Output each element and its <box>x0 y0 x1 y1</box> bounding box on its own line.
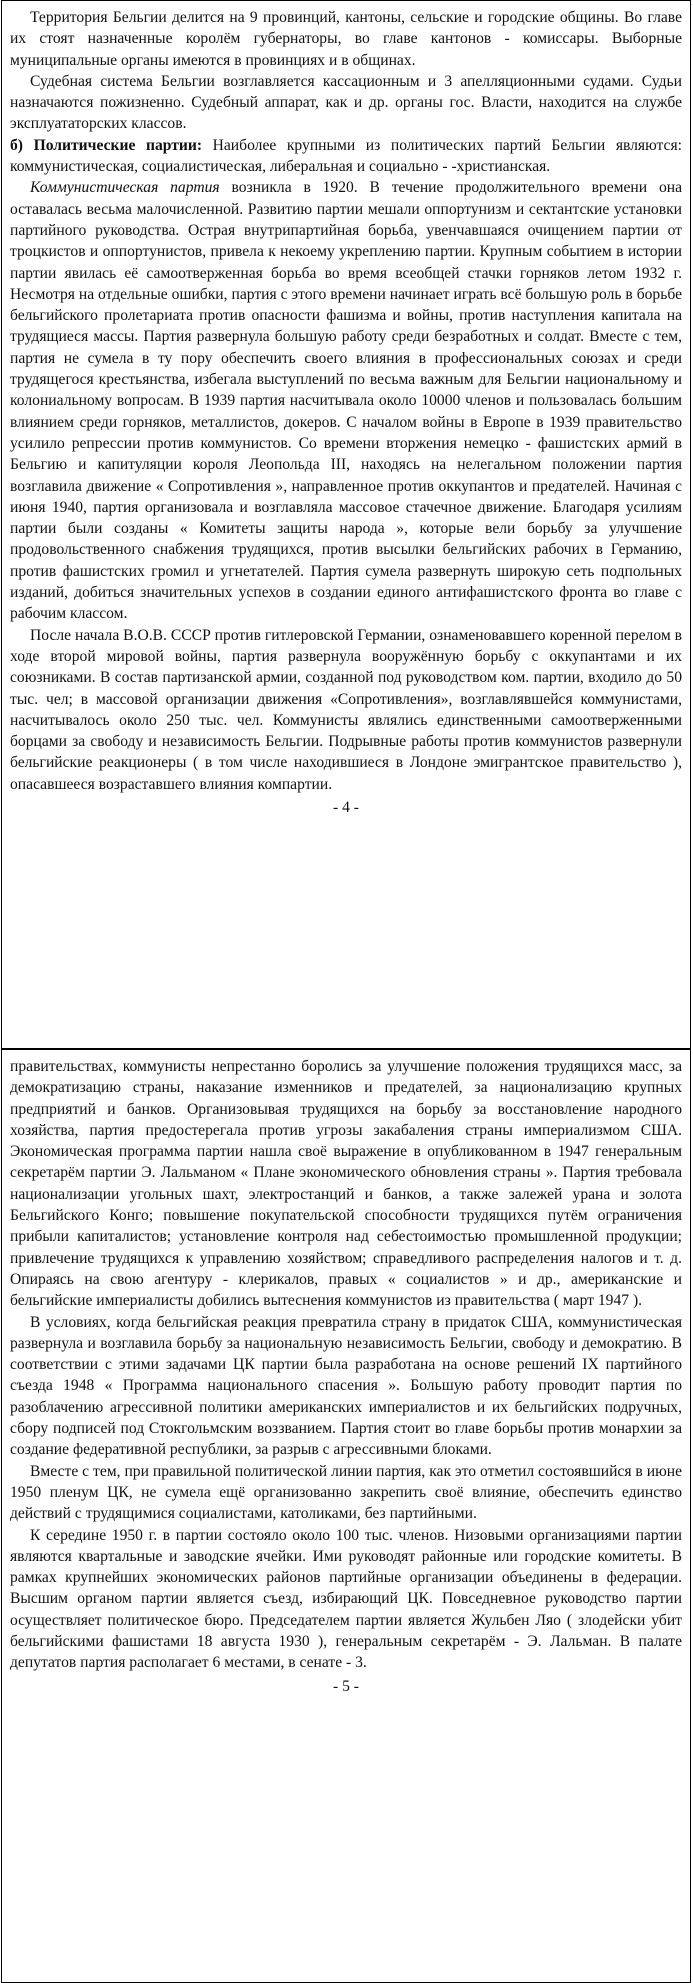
political-parties-text: Наиболее крупными из политических партий Бельгии являются: коммунистическая, социалистическая, либеральная и социально - -христианская. <box>10 136 682 176</box>
document-page-5 <box>1 1049 691 1983</box>
page-number: - 5 - <box>333 1677 359 1695</box>
political-parties-heading: б) Политические партии: <box>10 136 203 154</box>
paragraph-independence-struggle: В условиях, когда бельгийская реакция превратила страну в придаток США, коммунистическая развернула и возглавила борьбу за национальную независимость Бельгии, свободу и демократию. В соответствии с этими задачами ЦК партии была разработана на основе решений IX партийного съезда 1948 « Программа национального спасения ». Большую работу проводит партия по разоблачению агрессивной политики американских империалистов и их бельгийских подручных, сбору подписей под Стокгольмским воззванием. Партия стоит во главе борьбы против монархии за создание федеративной республики, за разрыв с агрессивными блоками. <box>10 1313 682 1459</box>
communist-party-text: возникла в 1920. В течение продолжительного времени она оставалась весьма малочисленной. Развитию партии мешали оппортунизм и сектантские установки партийного руководства. Острая внутрипартийная борьба, увенчавшаяся очищением партии от троцкистов и оппортунистов, привела к некоему укреплению партии. Крупным событием в истории партии явилась её самоотверженная борьба во время всеобщей стачки горняков летом 1932 г. Несмотря на отдельные ошибки, партия с этого времени начинает играть всё большую роль в борьбе бельгийского пролетариата против опасности фашизма и войны, против наступления капитала на трудящиеся массы. Партия развернула большую работу среди безработных и солдат. Вместе с тем, партия не сумела в ту пору обеспечить своего влияния в профессиональных союзах и среди трудящегося крестьянства, избегала выступлений по весьма важным для Бельгии национальному и колониальному вопросам. В 1939 партия насчитывала около 10000 членов и пользовалась большим влиянием среди горняков, металлистов, докеров. С началом войны в Европе в 1939 правительство усилило репрессии против коммунистов. Со времени вторжения немецко - фашистских армий в Бельгию и капитуляции короля Леопольда III, находясь на нелегальном положении партия возглавила движение « Сопротивления », направленное против оккупантов и предателей. Начиная с июня 1940, партия организовала и возглавляла массовое стачечное движение. Благодаря усилиям партии были созданы « Комитеты защиты народа », которые вели борьбу за улучшение продовольственного снабжения трудящихся, против высылки бельгийских рабочих в Германию, против фашистских громил и угнетателей. Партия сумела развернуть широкую сеть подпольных изданий, добиться значительных успехов в создании единого антифашистского фронта во главе с рабочим классом. <box>10 179 683 623</box>
paragraph-government: правительствах, коммунисты непрестанно боролись за улучшение положения трудящихся масс, за демократизацию страны, наказание изменников и предателей, за национализацию крупных предприятий и банков. Организовывая трудящихся на борьбу за восстановление народного хозяйства, партия предостерегала против угрозы закабаления страны империализмом США. Экономическая программа партии нашла своё выражение в опубликованном в 1947 генеральным секретарём партии Э. Лальманом « Плане экономического обновления страны ». Партия требовала национализации угольных шахт, электростанций и банков, а также залежей урана и золота Бельгийского Конго; повышение покупательской способности трудящихся путём ограничения прибыли капиталистов; установление контроля над себестоимостью промышленной продукции; привлечение трудящихся к управлению хозяйством; справедливого распределения налогов и т. д. Опираясь на свою агентуру - клерикалов, правых « социалистов » и др., американские и бельгийские империалисты добились вытеснения коммунистов из правительства ( март 1947 ). <box>10 1058 682 1310</box>
paragraph-plenum: Вместе с тем, при правильной политической линии партия, как это отметил состоявшийся в июне 1950 пленум ЦК, не сумела ещё организованно закрепить своё влияние, обеспечить единство действий с трудящимися социалистами, католиками, без партийными. <box>10 1462 682 1523</box>
communist-party-term: Коммунистическая партия <box>30 179 220 197</box>
paragraph-territory: Территория Бельгии делится на 9 провинций, кантоны, сельские и городские общины. Во главе их стоят назначенные королём губернаторы, во главе кантонов - комиссары. Выборные муниципальные органы имеются в провинциях и в общинах. <box>10 9 682 69</box>
paragraph-party-structure: К середине 1950 г. в партии состояло около 100 тыс. членов. Низовыми организациями партии являются квартальные и заводские ячейки. Ими руководят районные или городские комитеты. В рамках крупнейших экономических районов партийные организации объединены в федерации. Высшим органом партии является съезд, избирающий ЦК. Повседневное руководство партии осуществляет политическое бюро. Председателем партии является Жульбен Ляо ( злодейски убит бельгийскими фашистами 18 августа 1930 ), генеральным секретарём - Э. Лальман. В палате депутатов партия располагает 6 местами, в сенате - 3. <box>10 1526 682 1672</box>
paragraph-judicial-system: Судебная система Бельгии возглавляется кассационным и 3 апелляционными судами. Судьи назначаются пожизненно. Судебный аппарат, как и др. органы гос. Власти, находится на службе эксплуататорских классов. <box>10 72 682 133</box>
paragraph-communist-party <box>10 177 682 624</box>
paragraph-political-parties <box>10 135 682 178</box>
document-page-4 <box>1 0 691 1049</box>
paragraph-after-war: После начала В.О.В. СССР против гитлеровской Германии, ознаменовавшего коренной перелом в ходе второй мировой войны, партия развернула вооружённую борьбу с оккупантами и их союзниками. В состав партизанской армии, созданной под руководством ком. партии, входило до 50 тыс. чел; в массовой организации движения «Сопротивления», возглавлявшейся коммунистами, насчитывалось около 250 тыс. чел. Коммунисты являлись единственными самоотверженными борцами за свободу и независимость Бельгии. Подрывные работы против коммунистов развернули бельгийские реакционеры ( в том числе находившиеся в Лондоне эмигрантское правительство ), опасавшееся возраставшего влияния компартии. <box>10 626 682 793</box>
page-number: - 4 - <box>333 798 359 816</box>
